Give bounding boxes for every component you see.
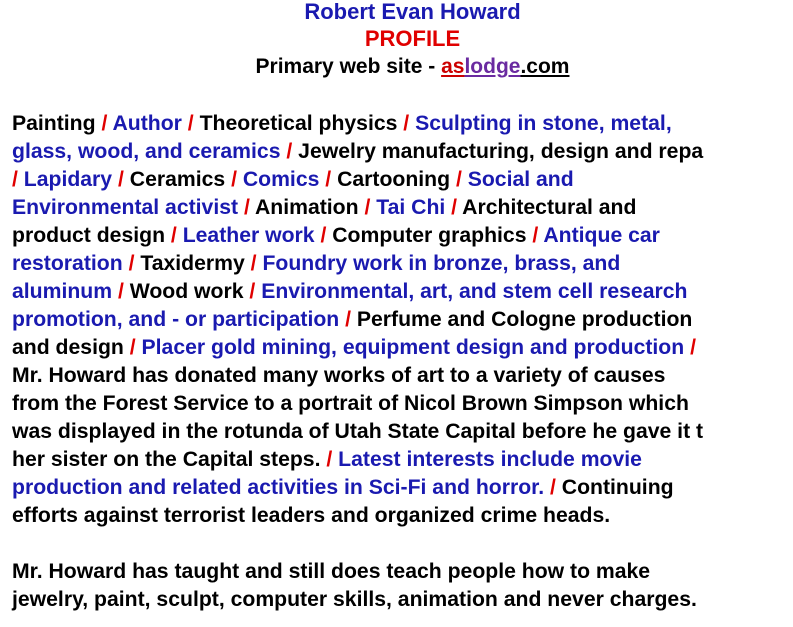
text-segment: Sculpting in stone, metal, bbox=[415, 112, 672, 135]
separator-slash: / bbox=[325, 168, 338, 191]
separator-slash: / bbox=[187, 112, 200, 135]
text-segment: Painting bbox=[12, 112, 102, 135]
text-segment: Jewelry manufacturing, design and repa bbox=[298, 140, 704, 163]
text-segment: Ceramics bbox=[129, 168, 232, 191]
text-segment: Lapidary bbox=[23, 168, 118, 191]
separator-slash: / bbox=[320, 224, 333, 247]
text-segment: Mr. Howard has taught and still does teach people how to make bbox=[12, 560, 651, 583]
text-segment: Antique car bbox=[543, 224, 660, 247]
text-line bbox=[12, 418, 793, 446]
text-segment: Wood work bbox=[129, 280, 250, 303]
separator-slash: / bbox=[128, 252, 141, 275]
text-line bbox=[12, 446, 793, 474]
separator-slash: / bbox=[451, 196, 463, 219]
text-segment: Comics bbox=[242, 168, 326, 191]
separator-slash: / bbox=[326, 448, 339, 471]
text-segment: Theoretical physics bbox=[199, 112, 404, 135]
separator-slash: / bbox=[286, 140, 299, 163]
text-segment: Author bbox=[112, 112, 188, 135]
separator-slash: / bbox=[243, 196, 255, 219]
separator-slash: / bbox=[403, 112, 416, 135]
separator-slash: / bbox=[101, 112, 113, 135]
text-segment: was displayed in the rotunda of Utah State Capital before he gave it t bbox=[12, 420, 704, 443]
text-segment: Environmental activist bbox=[12, 196, 244, 219]
text-segment: Mr. Howard has donated many works of art to a variety of causes bbox=[12, 364, 666, 387]
text-segment: Foundry work in bronze, brass, and bbox=[262, 252, 621, 275]
text-segment: Cartooning bbox=[337, 168, 456, 191]
text-line bbox=[12, 278, 793, 306]
profile-body bbox=[12, 110, 793, 614]
website-link[interactable] bbox=[441, 55, 569, 78]
text-segment: Leather work bbox=[182, 224, 321, 247]
text-segment: Environmental, art, and stem cell research bbox=[261, 280, 688, 303]
separator-slash: / bbox=[117, 280, 130, 303]
separator-slash: / bbox=[345, 308, 357, 331]
text-line bbox=[12, 334, 793, 362]
separator-slash: / bbox=[249, 280, 262, 303]
separator-slash: / bbox=[129, 336, 142, 359]
text-line bbox=[12, 586, 793, 614]
text-segment: Animation bbox=[254, 196, 365, 219]
text-segment: and design bbox=[12, 336, 130, 359]
profile-heading: PROFILE bbox=[364, 26, 461, 51]
separator-slash: / bbox=[455, 168, 468, 191]
text-line bbox=[12, 362, 793, 390]
separator-slash: / bbox=[12, 168, 24, 191]
separator-slash: / bbox=[117, 168, 130, 191]
separator-slash: / bbox=[690, 336, 696, 359]
text-segment: Perfume and Cologne production bbox=[356, 308, 693, 331]
text-segment: Tai Chi bbox=[376, 196, 452, 219]
website-link-part-com[interactable]: .com bbox=[520, 55, 570, 78]
text-segment: promotion, and - or participation bbox=[12, 308, 346, 331]
text-line bbox=[12, 390, 793, 418]
text-segment: product design bbox=[12, 224, 171, 247]
text-line bbox=[12, 110, 793, 138]
text-segment: glass, wood, and ceramics bbox=[12, 140, 287, 163]
text-segment: Placer gold mining, equipment design and production bbox=[141, 336, 691, 359]
text-segment: production and related activities in Sci-Fi and horror. bbox=[12, 476, 551, 499]
text-line bbox=[12, 558, 793, 586]
text-line bbox=[12, 306, 793, 334]
separator-slash: / bbox=[364, 196, 377, 219]
text-segment: jewelry, paint, sculpt, computer skills, animation and never charges. bbox=[12, 588, 697, 611]
text-line bbox=[12, 502, 793, 530]
text-segment: her sister on the Capital steps. bbox=[12, 448, 327, 471]
separator-slash: / bbox=[532, 224, 544, 247]
text-segment: Latest interests include movie bbox=[338, 448, 642, 471]
text-segment: restoration bbox=[12, 252, 129, 275]
text-segment: Architectural and bbox=[462, 196, 637, 219]
website-line bbox=[0, 55, 793, 79]
text-segment: aluminum bbox=[12, 280, 118, 303]
separator-slash: / bbox=[170, 224, 183, 247]
website-link-part-lodge[interactable]: lodge bbox=[464, 55, 521, 78]
page-title: Robert Evan Howard bbox=[304, 0, 521, 24]
text-segment: Taxidermy bbox=[140, 252, 251, 275]
text-line bbox=[12, 474, 793, 502]
text-line bbox=[12, 194, 793, 222]
text-segment: Computer graphics bbox=[332, 224, 533, 247]
separator-slash: / bbox=[231, 168, 243, 191]
text-segment: Social and bbox=[467, 168, 574, 191]
text-line bbox=[12, 250, 793, 278]
paragraph-gap bbox=[12, 530, 793, 558]
text-segment: efforts against terrorist leaders and organized crime heads. bbox=[12, 504, 611, 527]
text-line bbox=[12, 166, 793, 194]
text-segment: from the Forest Service to a portrait of Nicol Brown Simpson which bbox=[12, 392, 689, 415]
text-segment: Continuing bbox=[561, 476, 674, 499]
separator-slash: / bbox=[550, 476, 562, 499]
separator-slash: / bbox=[250, 252, 263, 275]
website-link-part-as[interactable]: as bbox=[441, 55, 465, 78]
text-line bbox=[12, 222, 793, 250]
website-prefix: Primary web site - bbox=[255, 55, 442, 78]
text-line bbox=[12, 138, 793, 166]
